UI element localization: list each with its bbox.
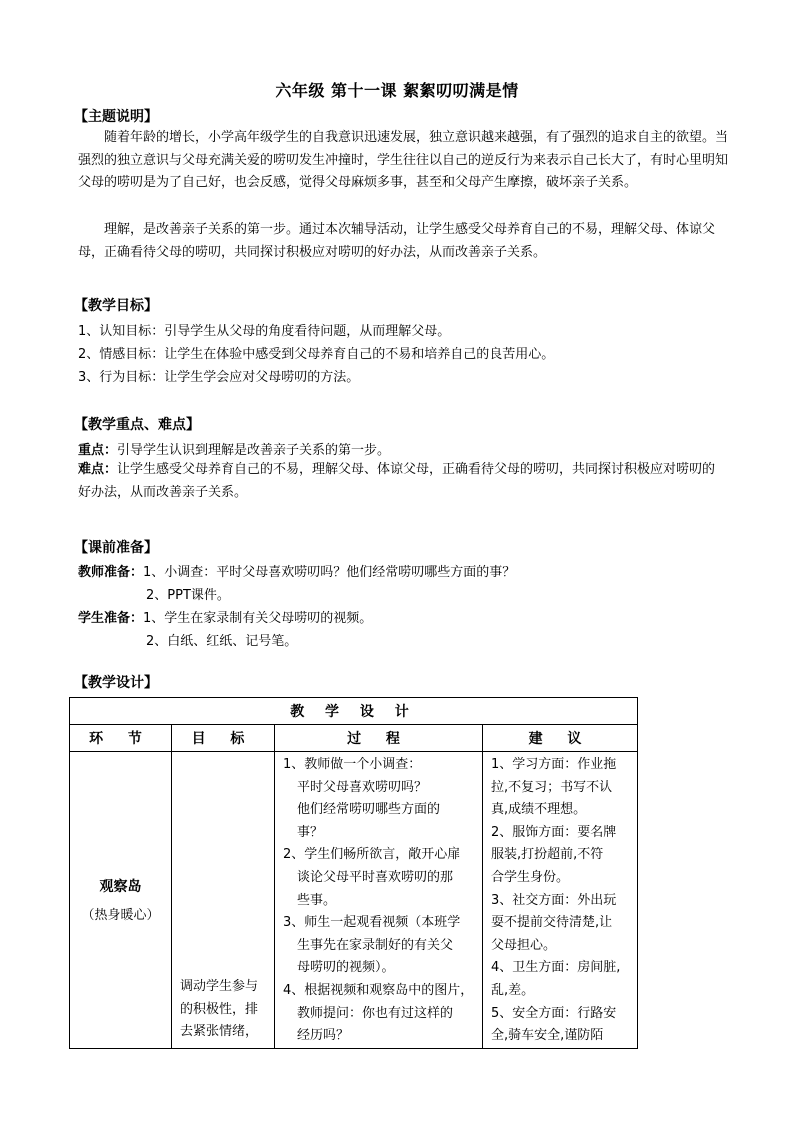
goal-item-1: 1、认知目标：引导学生从父母的角度看待问题，从而理解父母。: [78, 324, 451, 339]
advice-line: 1、学习方面：作业拖: [491, 757, 617, 772]
process-line: 1、教师做一个小调查：: [283, 757, 422, 772]
process-line: 教师提问：你也有过这样的: [297, 1005, 454, 1021]
goal-line: 去紧张情绪，: [180, 1024, 259, 1040]
process-line: 些事。: [297, 892, 337, 908]
advice-line: 乱,差。: [491, 982, 535, 998]
theme-heading: 【主题说明】: [74, 109, 158, 125]
preparation-heading: 【课前准备】: [74, 540, 158, 556]
advice-line: 3、社交方面：外出玩: [491, 892, 617, 908]
process-line: 谈论父母平时喜欢唠叨的那: [297, 869, 454, 885]
process-line: 2、学生们畅所欲言，敞开心扉: [283, 847, 461, 863]
process-line: 3、师生一起观看视频（本班学: [283, 915, 461, 931]
difficult-point: [78, 459, 728, 504]
header-process: 过 程: [275, 725, 483, 752]
key-point: [78, 439, 390, 458]
table-row: [70, 752, 638, 1049]
advice-line: 服装,打扮超前,不符: [491, 847, 604, 863]
goal-line: 的积极性，排: [180, 1001, 259, 1017]
goal-item-2: 2、情感目标：让学生在体验中感受到父母养育自己的不易和培养自己的良苦用心。: [78, 347, 555, 362]
process-line: 经历吗？: [297, 1028, 350, 1044]
teaching-design-table: [69, 697, 638, 1049]
teacher-prep-label: 教师准备：: [78, 565, 144, 580]
process-line: 生事先在家录制好的有关父: [297, 937, 454, 953]
advice-line: 5、安全方面：行路安: [491, 1005, 617, 1021]
theme-paragraph-2: 理解，是改善亲子关系的第一步。通过本次辅导活动，让学生感受父母养育自己的不易，理解父母、体谅父母，正确看待父母的唠叨，共同探讨积极应对唠叨的好办法，从而改善亲子关系。: [78, 222, 716, 260]
student-prep-item-1: 1、学生在家录制有关父母唠叨的视频。: [143, 611, 373, 626]
advice-line: 真,成绩不理想。: [491, 802, 587, 818]
key-point-label: 重点：: [78, 443, 118, 458]
student-prep-item-2: 2、白纸、红纸、记号笔。: [146, 634, 298, 649]
process-line: 4、根据视频和观察岛中的图片，: [283, 982, 474, 998]
advice-cell: [483, 752, 638, 1049]
theme-paragraph-1: 随着年龄的增长，小学高年级学生的自我意识迅速发展，独立意识越来越强，有了强烈的追求自主的欲望。当强烈的独立意识与父母充满关爱的唠叨发生冲撞时，学生往往以自己的逆反行为来表示自己长大了，有时心里明知父母的唠叨是为了自己好，也会反感，觉得父母麻烦多事，甚至和父母产生摩擦，破坏亲子关系。: [78, 130, 729, 190]
stage-name: 观察岛: [99, 879, 142, 896]
process-line: 平时父母喜欢唠叨吗？: [297, 779, 428, 795]
teacher-prep-item-2: 2、PPT课件。: [146, 588, 230, 603]
difficult-point-label: 难点：: [78, 462, 118, 477]
process-line: 母唠叨的视频）。: [297, 960, 395, 976]
goal-item-3: 3、行为目标：让学生学会应对父母唠叨的方法。: [78, 370, 360, 385]
process-line: 他们经常唠叨哪些方面的: [297, 802, 441, 818]
goal-cell: [172, 752, 275, 1049]
advice-line: 耍不提前交待清楚,让: [491, 915, 613, 931]
advice-line: 2、服饰方面：要名牌: [491, 824, 617, 840]
goal-line: 调动学生参与: [180, 978, 259, 994]
lesson-title: 六年级 第十一课 絮絮叨叨满是情: [275, 81, 519, 100]
advice-line: 合学生身份。: [491, 869, 570, 885]
advice-line: 全,骑车安全,谨防陌: [491, 1028, 604, 1044]
header-stage: 环 节: [70, 725, 172, 752]
student-prep-label: 学生准备：: [78, 611, 144, 626]
advice-line: 4、卫生方面：房间脏,: [491, 960, 621, 976]
stage-cell: [70, 752, 172, 1049]
student-prep-1: [78, 607, 372, 626]
advice-line: 父母担心。: [491, 937, 557, 953]
stage-subtitle: （热身暖心）: [81, 908, 160, 924]
advice-line: 拉,不复习；书写不认: [491, 779, 613, 795]
process-line: 事？: [297, 824, 324, 840]
process-cell: [275, 752, 483, 1049]
goals-heading: 【教学目标】: [74, 298, 158, 314]
header-advice: 建 议: [483, 725, 638, 752]
table-caption: 教 学 设 计: [70, 698, 638, 725]
difficult-point-text: 让学生感受父母养育自己的不易，理解父母、体谅父母，正确看待父母的唠叨，共同探讨积极应对唠叨的好办法，从而改善亲子关系。: [78, 462, 716, 500]
header-goal: 目 标: [172, 725, 275, 752]
teacher-prep-item-1: 1、小调查：平时父母喜欢唠叨吗？他们经常唠叨哪些方面的事？: [143, 565, 516, 580]
key-points-heading: 【教学重点、难点】: [74, 417, 200, 433]
teacher-prep-1: [78, 561, 515, 580]
design-heading: 【教学设计】: [74, 675, 158, 691]
key-point-text: 引导学生认识到理解是改善亲子关系的第一步。: [117, 443, 391, 458]
